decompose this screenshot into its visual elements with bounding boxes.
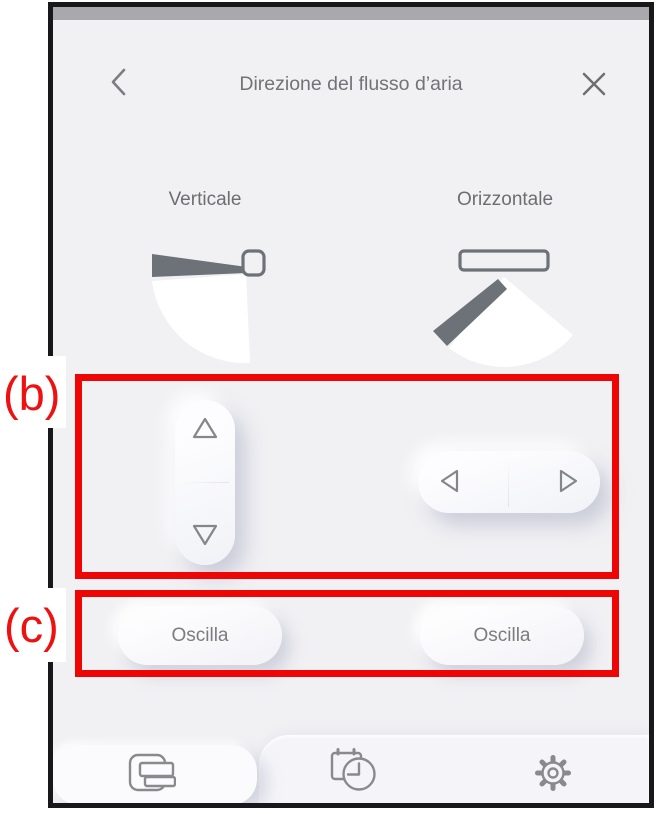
horizontal-oscillate-button[interactable]: Oscilla — [420, 606, 584, 665]
annotation-label-c: (c) — [4, 599, 59, 652]
down-arrow-icon — [188, 520, 222, 553]
left-arrow-button[interactable] — [428, 460, 472, 504]
tab-settings[interactable] — [530, 751, 576, 797]
calendar-clock-icon — [324, 748, 376, 797]
up-arrow-icon — [188, 413, 222, 446]
right-arrow-icon — [555, 466, 581, 499]
airflow-direction-sheet — [53, 20, 649, 803]
horizontal-label: Orizzontale — [456, 189, 554, 210]
close-icon — [581, 71, 607, 100]
vertical-vane-icon — [143, 236, 313, 381]
phone-screen — [53, 7, 649, 803]
gear-icon — [531, 751, 575, 798]
stepper-divider — [508, 457, 509, 507]
page-title: Direzione del flusso d’aria — [239, 73, 463, 95]
annotation-label-b: (b) — [3, 367, 61, 420]
phone-frame — [48, 2, 654, 808]
vertical-stepper — [175, 400, 235, 565]
tab-airflow[interactable] — [123, 752, 177, 798]
down-arrow-button[interactable] — [183, 514, 227, 558]
horizontal-vane-icon — [408, 238, 588, 378]
stepper-divider — [181, 482, 229, 483]
up-arrow-button[interactable] — [183, 407, 227, 451]
close-button[interactable] — [580, 70, 608, 100]
tab-bar-panel — [259, 735, 649, 803]
left-arrow-icon — [437, 466, 463, 499]
dimmed-background-strip — [53, 7, 649, 20]
multi-window-icon — [124, 753, 176, 798]
vertical-oscillate-button[interactable]: Oscilla — [118, 606, 282, 665]
right-arrow-button[interactable] — [546, 460, 590, 504]
vertical-label: Verticale — [168, 189, 242, 210]
horizontal-stepper — [418, 451, 600, 513]
tab-schedule[interactable] — [323, 748, 377, 796]
